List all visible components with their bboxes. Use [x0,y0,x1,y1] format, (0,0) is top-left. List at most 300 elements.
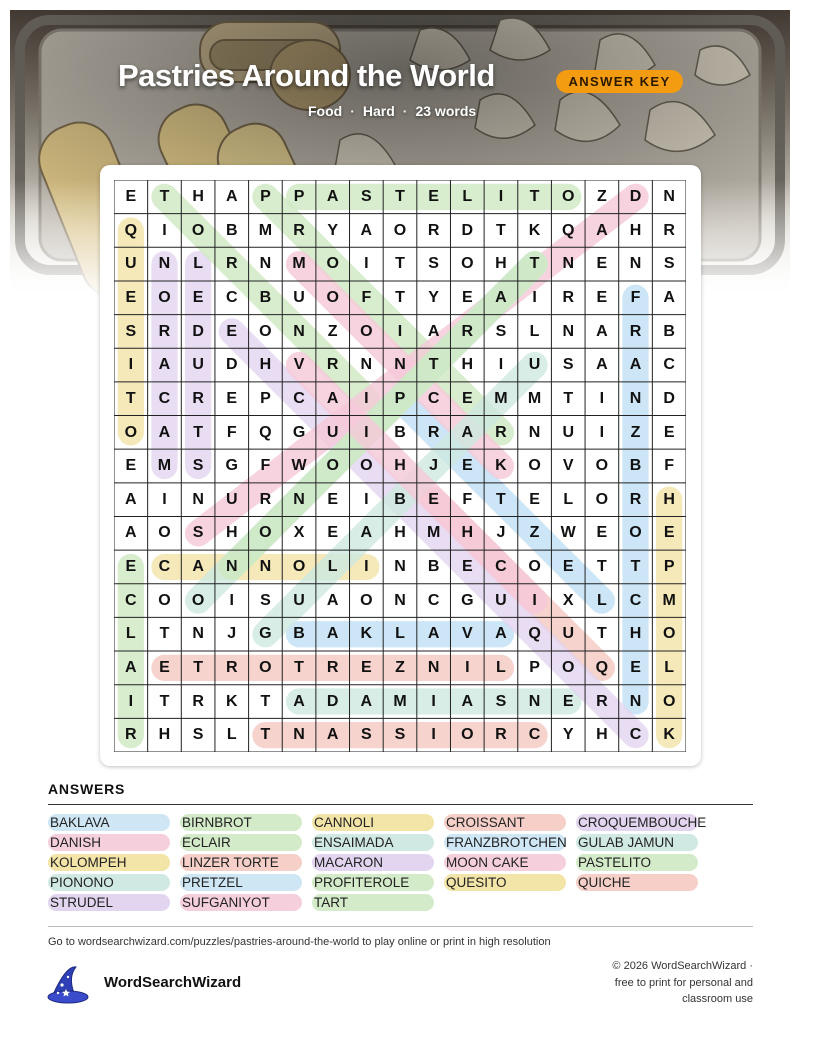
grid-cell[interactable]: L [596,591,607,609]
grid-cell[interactable]: U [225,490,238,508]
grid-cell[interactable]: O [259,659,272,677]
grid-cell[interactable]: T [159,188,170,205]
grid-cell[interactable]: F [462,490,473,508]
grid-cell[interactable]: D [225,356,238,374]
grid-cell[interactable]: I [431,692,436,710]
grid-cell[interactable]: R [192,692,204,710]
grid-cell[interactable]: C [293,389,305,407]
grid-cell[interactable]: N [192,490,204,508]
grid-cell[interactable]: S [663,255,675,273]
grid-cell[interactable]: A [495,288,507,306]
grid-cell[interactable]: U [293,288,305,306]
answer-word: TART [312,894,434,911]
grid-cell[interactable]: D [326,692,339,710]
grid-cell[interactable]: W [291,457,307,475]
grid-cell[interactable]: M [527,389,542,407]
grid-cell[interactable]: T [193,659,203,677]
grid-cell[interactable]: A [596,356,608,374]
grid-cell[interactable]: U [495,591,507,609]
grid-cell[interactable]: C [427,591,440,609]
grid-cell[interactable]: E [562,558,574,576]
grid-cell[interactable]: H [394,457,406,475]
grid-cell[interactable]: N [259,558,272,576]
grid-cell[interactable]: Q [528,625,541,643]
grid-cell[interactable]: R [596,692,608,710]
grid-cell[interactable]: N [394,356,406,374]
grid-cell[interactable]: L [226,726,237,744]
grid-cell[interactable]: B [293,625,305,643]
grid-cell[interactable]: T [260,692,271,710]
grid-cell[interactable]: G [225,457,238,475]
grid-cell[interactable]: S [192,457,204,475]
grid-cell[interactable]: L [563,490,574,508]
grid-cell[interactable]: T [395,255,405,273]
grid-cell[interactable]: R [259,490,272,508]
brand-name[interactable]: WordSearchWizard [104,974,242,991]
grid-cell[interactable]: L [664,659,675,677]
grid-cell[interactable]: N [629,255,642,273]
grid-cell[interactable]: I [162,490,167,508]
grid-cell[interactable]: H [461,524,474,542]
grid-cell[interactable]: M [258,221,273,239]
play-online-link[interactable]: Go to wordsearchwizard.com/puzzles/pastries-around-the-world to play online or print in high resolution [48,936,551,948]
grid-cell[interactable]: F [664,457,675,475]
grid-cell[interactable]: I [498,356,504,374]
grid-cell[interactable]: N [293,490,305,508]
grid-cell[interactable]: I [128,356,134,374]
grid-cell[interactable]: O [562,659,575,677]
grid-cell[interactable]: C [629,726,642,744]
grid-cell[interactable]: I [431,726,436,744]
grid-cell[interactable]: C [158,558,171,576]
grid-cell[interactable]: E [562,692,574,710]
category-label: Food [308,103,343,119]
grid-cell[interactable]: E [226,322,238,340]
grid-cell[interactable]: G [461,591,474,609]
grid-cell[interactable]: O [528,558,541,576]
grid-cell[interactable]: H [495,255,507,273]
grid-cell[interactable]: B [394,423,406,441]
grid-cell[interactable]: U [125,255,137,273]
grid-cell[interactable]: E [428,188,439,205]
grid-cell[interactable]: R [427,423,440,441]
grid-cell[interactable]: T [529,188,540,205]
grid-cell[interactable]: H [158,726,171,744]
grid-cell[interactable]: I [397,322,403,340]
grid-cell[interactable]: S [428,255,439,273]
grid-cell[interactable]: L [193,255,203,273]
grid-cell[interactable]: P [293,188,305,205]
grid-cell[interactable]: E [663,423,675,441]
grid-cell[interactable]: I [364,423,369,441]
grid-cell[interactable]: S [361,188,372,205]
grid-cell[interactable]: H [596,726,608,744]
grid-cell[interactable]: B [225,221,238,239]
grid-cell[interactable]: S [192,726,204,744]
grid-cell[interactable]: D [192,322,204,340]
grid-cell[interactable]: N [192,625,204,643]
grid-cell[interactable]: U [192,356,204,374]
grid-cell[interactable]: U [293,591,305,609]
grid-cell[interactable]: A [225,188,238,205]
grid-cell[interactable]: O [595,490,609,508]
grid-cell[interactable]: A [360,524,373,542]
grid-cell[interactable]: E [596,255,608,273]
grid-cell[interactable]: T [529,255,540,273]
grid-cell[interactable]: H [461,356,474,374]
grid-cell[interactable]: E [125,188,137,205]
grid-cell[interactable]: I [532,591,537,609]
grid-cell[interactable]: V [562,457,574,475]
grid-cell[interactable]: A [293,692,305,710]
grid-cell[interactable]: N [360,356,373,374]
grid-cell[interactable]: U [528,356,541,374]
grid-cell[interactable]: N [293,726,305,744]
grid-cell[interactable]: R [326,659,339,677]
grid-cell[interactable]: H [225,524,238,542]
grid-cell[interactable]: Y [428,288,439,306]
grid-cell[interactable]: K [528,221,541,239]
grid-cell[interactable]: N [427,659,440,677]
grid-cell[interactable]: O [629,524,642,542]
grid-cell[interactable]: R [495,423,507,441]
grid-cell[interactable]: L [125,625,136,643]
grid-cell[interactable]: O [158,591,171,609]
grid-cell[interactable]: B [629,457,642,475]
grid-cell[interactable]: A [192,558,204,576]
grid-cell[interactable]: L [327,558,338,576]
grid-cell[interactable]: N [562,322,574,340]
grid-cell[interactable]: Q [595,659,609,677]
grid-cell[interactable]: I [465,659,470,677]
grid-cell[interactable]: T [563,389,574,407]
grid-cell[interactable]: E [663,524,675,542]
grid-cell[interactable]: T [159,625,170,643]
answer-key-badge: ANSWER KEY [556,70,683,93]
grid-cell[interactable]: O [124,423,138,441]
grid-cell[interactable]: Q [562,221,575,239]
grid-cell[interactable]: X [293,524,305,542]
answer-word: GULAB JAMUN [576,834,698,851]
grid-cell[interactable]: M [157,457,172,475]
grid-cell[interactable]: N [293,322,305,340]
grid-cell[interactable]: O [158,524,171,542]
grid-cell[interactable]: A [158,356,171,374]
grid-cell[interactable]: L [395,625,405,643]
grid-cell[interactable]: A [360,221,373,239]
grid-cell[interactable]: J [429,457,439,475]
grid-cell[interactable]: O [662,692,676,710]
grid-cell[interactable]: A [596,221,608,239]
grid-cell[interactable]: E [192,288,204,306]
grid-cell[interactable]: O [158,288,171,306]
grid-cell[interactable]: R [562,288,574,306]
grid-cell[interactable]: G [292,423,306,441]
answer-word: PASTELITO [576,854,698,871]
grid-cell[interactable]: E [226,389,238,407]
grid-cell[interactable]: O [292,558,306,576]
grid-cell[interactable]: M [662,591,676,609]
grid-cell[interactable]: E [630,659,641,677]
grid-cell[interactable]: E [125,558,137,576]
grid-cell[interactable]: L [496,659,506,677]
grid-cell[interactable]: O [528,457,541,475]
grid-cell[interactable]: O [326,288,339,306]
grid-cell[interactable]: N [158,255,171,273]
grid-cell[interactable]: R [629,322,642,340]
grid-cell[interactable]: O [326,457,339,475]
grid-cell[interactable]: L [529,322,540,340]
grid-cell[interactable]: I [532,288,537,306]
grid-cell[interactable]: A [326,188,339,205]
grid-cell[interactable]: Z [630,423,641,441]
grid-cell[interactable]: R [125,726,137,744]
grid-cell[interactable]: A [326,389,339,407]
grid-cell[interactable]: A [125,490,137,508]
grid-cell[interactable]: R [427,221,440,239]
grid-cell[interactable]: T [260,726,271,744]
grid-cell[interactable]: W [560,524,576,542]
grid-cell[interactable]: Z [529,524,540,542]
grid-cell[interactable]: O [360,322,373,340]
grid-cell[interactable]: R [225,255,238,273]
grid-cell[interactable]: E [596,524,608,542]
grid-cell[interactable]: O [461,726,474,744]
grid-cell[interactable]: F [361,288,372,306]
grid-cell[interactable]: I [128,692,134,710]
grid-cell[interactable]: E [461,457,473,475]
grid-cell[interactable]: Y [327,221,339,239]
grid-cell[interactable]: I [599,389,605,407]
letter-grid[interactable] [114,180,686,752]
grid-cell[interactable]: A [158,423,171,441]
grid-cell[interactable]: H [663,490,675,508]
grid-cell[interactable]: O [360,457,373,475]
grid-cell[interactable]: O [662,625,676,643]
grid-cell[interactable]: A [326,726,339,744]
grid-cell[interactable]: D [629,188,642,205]
grid-cell[interactable]: Z [395,659,405,677]
grid-cell[interactable]: O [326,255,339,273]
grid-cell[interactable]: E [327,490,339,508]
grid-cell[interactable]: D [663,389,675,407]
grid-cell[interactable]: I [364,389,369,407]
grid-cell[interactable]: T [125,389,136,407]
grid-cell[interactable]: O [461,255,474,273]
grid-cell[interactable]: T [496,490,506,508]
grid-cell[interactable]: O [191,221,205,239]
grid-cell[interactable]: X [562,591,574,609]
grid-cell[interactable]: A [461,692,474,710]
grid-cell[interactable]: F [630,288,641,306]
grid-cell[interactable]: B [259,288,272,306]
grid-cell[interactable]: N [528,423,541,441]
grid-cell[interactable]: A [629,356,642,374]
grid-cell[interactable]: T [193,423,203,441]
grid-cell[interactable]: Z [596,188,607,205]
grid-cell[interactable]: I [364,490,369,508]
grid-cell[interactable]: O [259,322,272,340]
answers-divider [48,804,753,805]
grid-cell[interactable]: I [498,188,504,205]
grid-cell[interactable]: H [629,625,642,643]
grid-cell[interactable]: H [192,188,204,205]
grid-cell[interactable]: E [529,490,540,508]
grid-cell[interactable]: C [629,591,642,609]
grid-cell[interactable]: N [629,389,642,407]
grid-cell[interactable]: C [125,591,137,609]
grid-cell[interactable]: T [159,692,170,710]
grid-cell[interactable]: Q [124,221,138,239]
grid-cell[interactable]: C [663,356,675,374]
grid-cell[interactable]: A [461,423,474,441]
grid-cell[interactable]: Y [562,726,574,744]
grid-cell[interactable]: C [225,288,238,306]
grid-cell[interactable]: K [225,692,238,710]
grid-cell[interactable]: M [292,255,306,273]
grid-cell[interactable]: A [596,322,608,340]
grid-cell[interactable]: T [596,625,607,643]
grid-cell[interactable]: C [495,558,507,576]
grid-cell[interactable]: R [293,221,305,239]
grid-cell[interactable]: O [191,591,205,609]
grid-cell[interactable]: F [260,457,271,475]
grid-cell[interactable]: H [259,356,272,374]
grid-cell[interactable]: O [360,591,373,609]
grid-cell[interactable]: A [663,288,675,306]
grid-cell[interactable]: N [394,558,406,576]
grid-cell[interactable]: R [461,322,474,340]
grid-cell[interactable]: N [528,692,541,710]
grid-cell[interactable]: N [663,188,675,205]
grid-cell[interactable]: I [364,558,369,576]
grid-cell[interactable]: A [326,591,339,609]
grid-cell[interactable]: N [225,558,238,576]
grid-cell[interactable]: D [461,221,474,239]
grid-cell[interactable]: N [259,255,272,273]
grid-cell[interactable]: T [596,558,607,576]
grid-cell[interactable]: S [125,322,137,340]
grid-cell[interactable]: A [495,625,507,643]
grid-cell[interactable]: S [562,356,574,374]
grid-cell[interactable]: M [494,389,508,407]
grid-cell[interactable]: J [496,524,506,542]
grid-cell[interactable]: S [260,591,271,609]
grid-cell[interactable]: J [227,625,237,643]
grid-cell[interactable]: A [427,625,440,643]
grid-cell[interactable]: I [599,423,605,441]
grid-cell[interactable]: S [495,322,507,340]
grid-cell[interactable]: N [394,591,406,609]
grid-cell[interactable]: E [125,288,137,306]
grid-cell[interactable]: V [461,625,473,643]
grid-cell[interactable]: C [158,389,171,407]
grid-cell[interactable]: C [528,726,541,744]
grid-cell[interactable]: S [361,726,372,744]
grid-cell[interactable]: V [293,356,305,374]
grid-cell[interactable]: E [361,659,372,677]
grid-cell[interactable]: E [461,389,473,407]
grid-cell[interactable]: N [562,255,574,273]
grid-cell[interactable]: S [192,524,204,542]
grid-cell[interactable]: F [226,423,237,441]
grid-cell[interactable]: P [260,389,271,407]
grid-cell[interactable]: K [495,457,507,475]
grid-cell[interactable]: Q [259,423,272,441]
grid-cell[interactable]: T [496,221,506,239]
grid-cell[interactable]: U [562,625,574,643]
grid-cell[interactable]: T [428,356,439,374]
answer-word: FRANZBROTCHEN [446,835,567,850]
grid-cell[interactable]: A [326,625,339,643]
grid-cell[interactable]: R [158,322,171,340]
grid-cell[interactable]: E [461,558,473,576]
grid-cell[interactable]: E [159,659,170,677]
grid-cell[interactable]: I [162,221,167,239]
grid-cell[interactable]: R [629,490,642,508]
grid-cell[interactable]: E [428,490,439,508]
grid-cell[interactable]: S [495,692,507,710]
grid-cell[interactable]: P [394,389,406,407]
grid-cell[interactable]: L [462,188,473,205]
grid-cell[interactable]: K [663,726,675,744]
grid-cell[interactable]: T [395,288,405,306]
grid-cell[interactable]: B [663,322,675,340]
grid-cell[interactable]: U [326,423,339,441]
grid-cell[interactable]: T [294,659,304,677]
grid-cell[interactable]: R [192,389,204,407]
grid-cell[interactable]: R [495,726,507,744]
grid-cell[interactable]: A [125,659,137,677]
grid-cell[interactable]: O [595,457,609,475]
grid-cell[interactable]: O [562,188,575,205]
grid-cell[interactable]: P [663,558,675,576]
grid-cell[interactable]: B [394,490,406,508]
grid-cell[interactable]: P [529,659,540,677]
grid-cell[interactable]: K [360,625,373,643]
grid-cell[interactable]: B [427,558,440,576]
grid-cell[interactable]: A [125,524,137,542]
grid-cell[interactable]: M [426,524,441,542]
grid-cell[interactable]: E [461,288,473,306]
grid-cell[interactable]: Z [327,322,338,340]
grid-cell[interactable]: S [394,726,406,744]
grid-cell[interactable]: E [327,524,339,542]
grid-cell[interactable]: C [427,389,440,407]
grid-cell[interactable]: E [596,288,608,306]
grid-cell[interactable]: G [259,625,272,643]
grid-cell[interactable]: E [125,457,137,475]
grid-cell[interactable]: P [260,188,271,205]
grid-cell[interactable]: U [562,423,574,441]
grid-cell[interactable]: N [629,692,642,710]
grid-cell[interactable]: A [360,692,373,710]
grid-cell[interactable]: O [259,524,272,542]
grid-cell[interactable]: I [229,591,234,609]
puzzle-title: Pastries Around the World [118,58,495,93]
grid-cell[interactable]: T [630,558,641,576]
grid-cell[interactable]: O [393,221,407,239]
grid-cell[interactable]: R [663,221,675,239]
grid-cell[interactable]: A [427,322,440,340]
grid-cell[interactable]: H [629,221,642,239]
grid-cell[interactable]: I [364,255,369,273]
grid-cell[interactable]: T [395,188,405,205]
grid-cell[interactable]: M [393,692,407,710]
grid-cell[interactable]: H [394,524,406,542]
grid-cell[interactable]: R [225,659,238,677]
grid-cell[interactable]: R [326,356,339,374]
